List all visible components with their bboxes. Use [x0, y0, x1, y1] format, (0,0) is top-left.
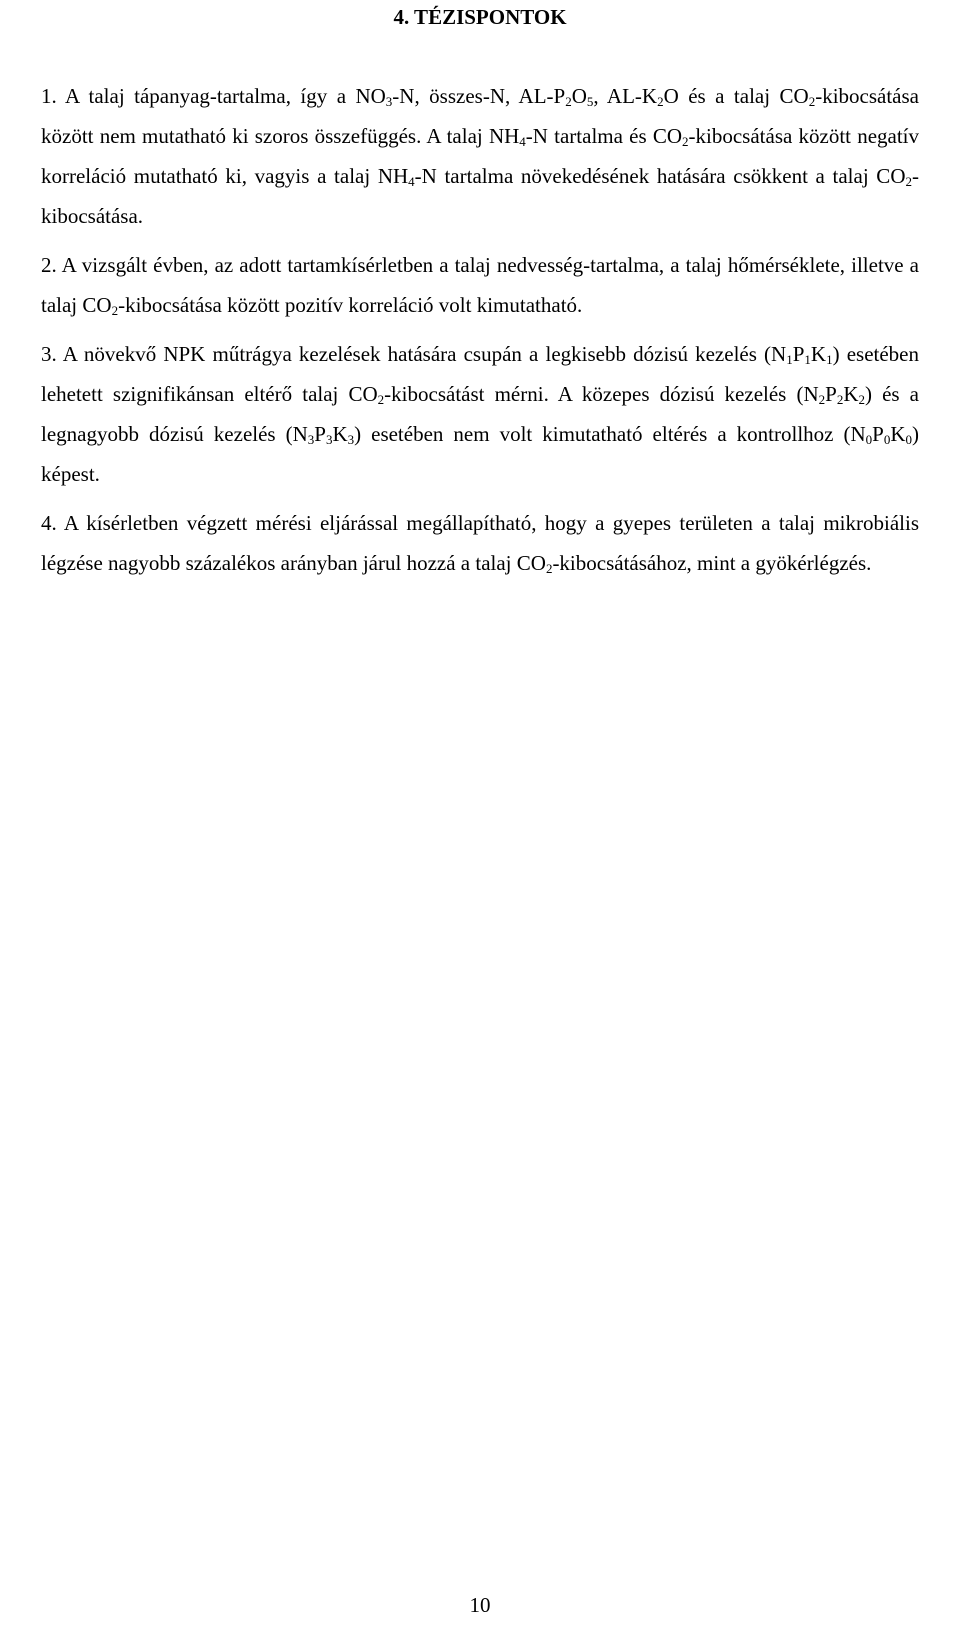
subscript: 2 [377, 392, 385, 407]
subscript: 2 [818, 392, 826, 407]
thesis-text: A kísérletben végzett mérési eljárással megállapítható, hogy a gyepes területen a talaj mikrobiális légzése nagyobb százalékos arányban járul hozzá a talaj CO [41, 511, 919, 575]
subscript: 4 [519, 134, 526, 149]
thesis-text: -kibocsátása között nem mutatható ki szoros összefüggés. A talaj NH [41, 84, 919, 148]
subscript: 2 [657, 94, 664, 109]
subscript: 2 [565, 94, 572, 109]
subscript: 0 [865, 432, 873, 447]
thesis-text: ) képest. [41, 422, 919, 486]
thesis-text: -kibocsátása. [41, 164, 919, 228]
thesis-text: K [843, 382, 859, 406]
thesis-text: P [314, 422, 326, 446]
thesis-number: 4. [41, 511, 57, 535]
subscript: 0 [883, 432, 891, 447]
theses-list [41, 76, 919, 592]
thesis-text: ) esetében nem volt kimutatható eltérés a kontrollhoz (N [354, 422, 866, 446]
thesis-text: P [825, 382, 837, 406]
subscript: 2 [545, 561, 553, 576]
subscript: 5 [586, 94, 594, 109]
thesis-text: A növekvő NPK műtrágya kezelések hatására csupán a legkisebb dózisú kezelés (N [56, 342, 787, 366]
thesis-number: 1. [41, 84, 57, 108]
thesis-text: A vizsgált évben, az adott tartamkísérletben a talaj nedvesség-tartalma, a talaj hőmérséklete, illetve a talaj CO [41, 253, 919, 317]
thesis-text: P [792, 342, 805, 366]
subscript: 2 [682, 134, 689, 149]
subscript: 1 [804, 352, 811, 367]
thesis-text: P [872, 422, 884, 446]
thesis-text: ) és a legnagyobb dózisú kezelés (N [41, 382, 920, 446]
page-title: 4. TÉZISPONTOK [393, 5, 567, 29]
thesis-number: 2. [41, 253, 57, 277]
thesis-1 [41, 76, 919, 236]
subscript: 4 [408, 174, 415, 189]
thesis-text: K [332, 422, 348, 446]
thesis-text: -N tartalma és CO [525, 124, 683, 148]
thesis-text: -kibocsátást mérni. A közepes dózisú kezelés (N [384, 382, 819, 406]
thesis-2 [41, 245, 919, 325]
subscript: 2 [836, 392, 844, 407]
thesis-text: -N, összes-N, AL-P [392, 84, 566, 108]
thesis-4 [41, 503, 919, 583]
subscript: 3 [325, 432, 333, 447]
thesis-text: A talaj tápanyag-tartalma, így a NO [56, 84, 386, 108]
subscript: 1 [826, 352, 833, 367]
subscript: 2 [905, 174, 912, 189]
subscript: 3 [307, 432, 315, 447]
thesis-text: , AL-K [593, 84, 658, 108]
thesis-text: K [810, 342, 827, 366]
subscript: 3 [385, 94, 393, 109]
thesis-text: O [571, 84, 587, 108]
thesis-text: ) esetében lehetett szignifikánsan eltérő talaj CO [41, 342, 919, 406]
thesis-text: O és a talaj CO [663, 84, 809, 108]
subscript: 2 [858, 392, 865, 407]
thesis-number: 3. [41, 342, 57, 366]
thesis-text: K [890, 422, 906, 446]
thesis-text: -kibocsátása között negatív korreláció mutatható ki, vagyis a talaj NH [41, 124, 920, 188]
subscript: 0 [905, 432, 912, 447]
page-number: 10 [469, 1593, 491, 1617]
subscript: 2 [808, 94, 816, 109]
subscript: 1 [786, 352, 793, 367]
subscript: 2 [111, 303, 119, 318]
thesis-text: -kibocsátásához, mint a gyökérlégzés. [552, 551, 872, 575]
thesis-text: -N tartalma növekedésének hatására csökkent a talaj CO [414, 164, 906, 188]
thesis-text: -kibocsátása között pozitív korreláció volt kimutatható. [118, 293, 583, 317]
thesis-3 [41, 334, 919, 494]
subscript: 3 [347, 432, 355, 447]
